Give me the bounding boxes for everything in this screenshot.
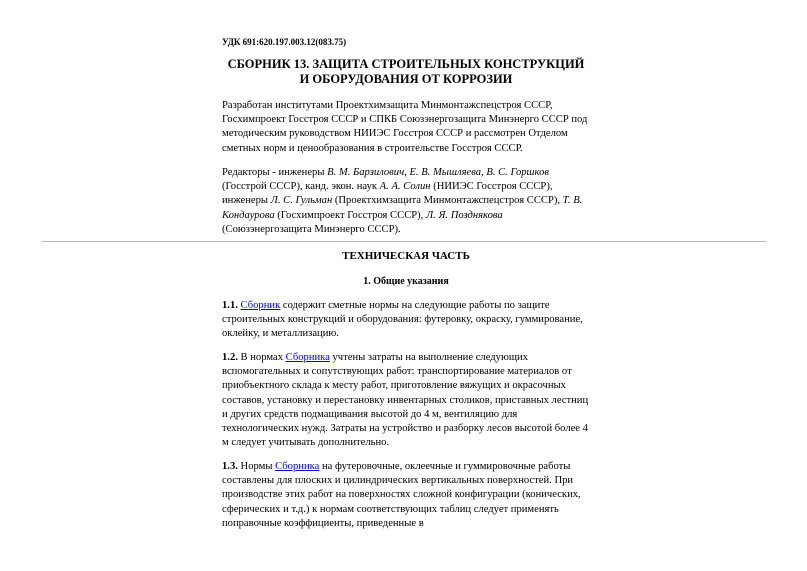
section-divider xyxy=(42,241,766,242)
editor-name: Л. С. Гульман xyxy=(270,195,333,207)
clause-number: 1.3. xyxy=(222,461,238,472)
editors-text: (Госстрой СССР), канд. экон. наук xyxy=(222,181,380,193)
editors-text: (Госхимпроект Госстроя СССР), xyxy=(274,209,426,221)
editors-text: Редакторы - инженеры xyxy=(222,167,328,178)
clause-number: 1.1. xyxy=(222,300,238,311)
section-title: ТЕХНИЧЕСКАЯ ЧАСТЬ xyxy=(342,250,470,262)
editor-name: Л. Я. Позднякова xyxy=(425,209,503,221)
title-line-1: СБОРНИК 13. ЗАЩИТА СТРОИТЕЛЬНЫХ КОНСТРУКЦИЙ xyxy=(227,57,585,71)
clause-text: Нормы xyxy=(237,461,276,472)
sbornik-link[interactable]: Сборника xyxy=(285,352,330,363)
clause-text: содержит сметные нормы на следующие работы по защите строительных конструкций и оборудования: футеровку, окраску, гуммирование, оклейку, и металлизацию. xyxy=(222,300,583,340)
editors-text: (Проектхимзащита Минмонтажспецстроя СССР), xyxy=(332,195,563,207)
editors-text: (Союзэнергозащита Минэнерго СССР). xyxy=(222,223,401,235)
document-title xyxy=(222,57,590,87)
subsection-title: 1. Общие указания xyxy=(363,276,449,287)
udk-code: УДК 691:620.197.003.12(083.75) xyxy=(222,37,347,47)
title-line-2: И ОБОРУДОВАНИЯ ОТ КОРРОЗИИ xyxy=(299,72,513,86)
clause-1-3 xyxy=(222,460,590,531)
clause-text: на футеровочные, оклеечные и гуммировочные работы составлены для плоских и цилиндрических вертикальных поверхностей. При производстве этих работ на поверхностях сложной конфигурации (конических, сферических и т.д.) к нормам соответствующих таблиц следует применять поправочные коэффициенты, приведенные в xyxy=(222,461,581,529)
clause-text: учтены затраты на выполнение следующих вспомогательных и сопутствующих работ: транспортирование материалов от приобъектного склада к месту работ, приготовление вяжущих и окрасочных составов, установку и перестановку инвентарных столиков, приставных лестниц и других средств подмащивания высотой до 4 м, вентиляцию для технологических нужд. Затраты на устройство и разборку лесов высотой более 4 м следует учитывать дополнительно. xyxy=(222,352,589,449)
editor-name: Т. В. Кондаурова xyxy=(222,195,583,221)
clause-text: В нормах xyxy=(237,352,286,363)
editor-name: Е. В. Мышляева xyxy=(409,167,482,178)
editor-name: В. М. Барзилович xyxy=(327,167,405,178)
editors-paragraph xyxy=(222,166,590,237)
clause-number: 1.2. xyxy=(222,352,238,363)
clause-1-1 xyxy=(222,299,590,342)
editor-name: В. С. Горшков xyxy=(486,167,549,178)
developed-by-paragraph: Разработан институтами Проектхимзащита Минмонтажспецстроя СССР, Госхимпроект Госстроя СССР и СПКБ Союзэнергозащита Минэнерго СССР под методическим руководством НИИЭС Госстроя СССР и рассмотрен Отделом сметных норм и ценообразования в строительстве Госстроя СССР. xyxy=(222,100,588,154)
editors-text: , xyxy=(404,167,410,178)
sbornik-link[interactable]: Сборник xyxy=(240,300,281,311)
clause-1-2 xyxy=(222,351,590,450)
sbornik-link[interactable]: Сборника xyxy=(275,461,320,472)
editors-text: , xyxy=(481,167,487,178)
editors-text: (НИИЭС Госстроя СССР), инженеры xyxy=(222,181,553,207)
editor-name: А. А. Солин xyxy=(379,181,431,193)
